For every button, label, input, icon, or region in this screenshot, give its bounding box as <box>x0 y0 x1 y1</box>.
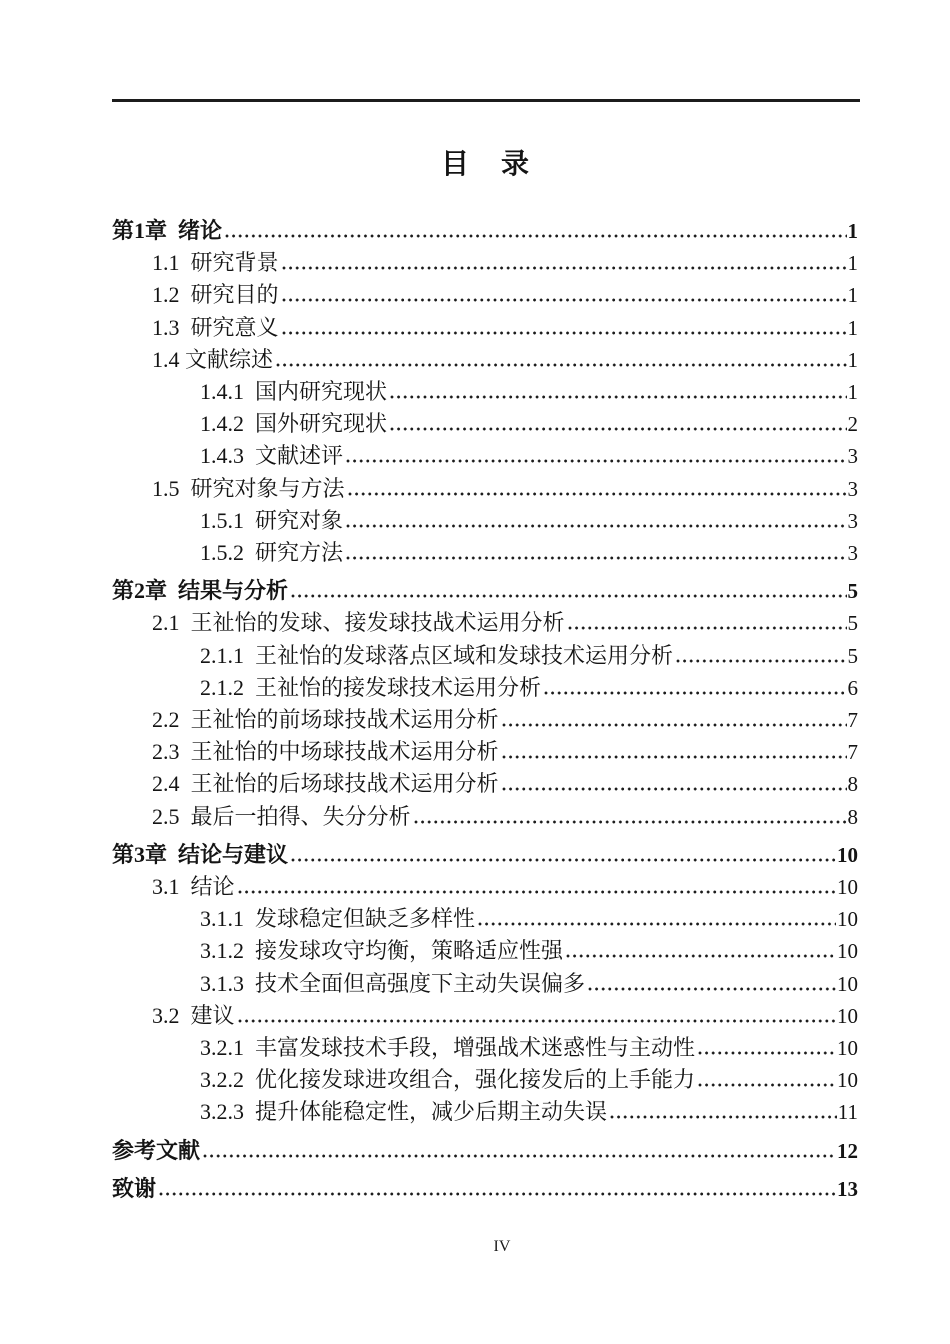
toc-entry <box>112 1096 858 1128</box>
toc-entry-label: 2.1 王祉怡的发球、接发球技战术运用分析 <box>152 610 565 636</box>
toc-entry <box>112 215 858 247</box>
toc-entry-page: 10 <box>837 907 858 932</box>
toc-leader-dots <box>282 331 847 335</box>
toc-entry-page: 2 <box>847 412 858 437</box>
toc-entry-label: 参考文献 <box>112 1137 201 1163</box>
toc-entry-label: 1.5.1 研究对象 <box>200 507 344 533</box>
toc-entry <box>112 768 858 800</box>
toc-leader-dots <box>203 1154 836 1158</box>
toc-leader-dots <box>346 459 846 463</box>
toc-entry-page: 10 <box>837 939 858 964</box>
toc-entry <box>112 1135 858 1167</box>
toc-entry-page: 10 <box>837 1068 858 1093</box>
toc-entry <box>112 473 858 505</box>
toc-entry <box>112 935 858 967</box>
toc-entry <box>112 312 858 344</box>
toc-entry <box>112 247 858 279</box>
toc-entry-page: 1 <box>847 347 858 372</box>
toc-entry-label: 1.5.2 研究方法 <box>200 540 344 566</box>
toc-leader-dots <box>390 395 846 399</box>
toc-entry-page: 7 <box>847 740 858 765</box>
toc-entry-label: 3.2.3 提升体能稳定性，减少后期主动失误 <box>200 1099 608 1125</box>
toc-leader-dots <box>502 723 847 727</box>
toc-entry <box>112 1000 858 1032</box>
toc-entry <box>112 575 858 607</box>
toc-entry-page: 7 <box>847 708 858 733</box>
toc-entry <box>112 537 858 569</box>
toc-entry-page: 10 <box>837 1003 858 1028</box>
page-title: 目 录 <box>440 149 531 180</box>
toc-entry-page: 11 <box>837 1100 858 1125</box>
toc-leader-dots <box>346 556 846 560</box>
toc-entry <box>112 279 858 311</box>
toc-entry-page: 5 <box>847 611 858 636</box>
toc-leader-dots <box>568 626 847 630</box>
toc-entry-label: 1.1 研究背景 <box>152 250 279 276</box>
toc-entry-page: 1 <box>847 219 858 243</box>
toc-entry-label: 1.3 研究意义 <box>152 314 279 340</box>
toc-leader-dots <box>291 858 836 862</box>
toc-leader-dots <box>276 363 846 367</box>
toc-entry-page: 10 <box>837 1036 858 1061</box>
toc-entry <box>112 736 858 768</box>
toc-leader-dots <box>588 987 836 991</box>
toc-leader-dots <box>566 954 836 958</box>
toc-entry-label: 2.1.2 王祉怡的接发球技术运用分析 <box>200 674 542 700</box>
toc-entry-label: 2.1.1 王祉怡的发球落点区域和发球技术运用分析 <box>200 642 674 668</box>
toc-entry <box>112 376 858 408</box>
toc-entry-page: 3 <box>847 508 858 533</box>
toc-entry-label: 3.1.2 接发球攻守均衡，策略适应性强 <box>200 938 564 964</box>
toc-entry-page: 1 <box>847 283 858 308</box>
toc-entry-label: 1.4.1 国内研究现状 <box>200 379 388 405</box>
toc-entry-label: 2.4 王祉怡的后场球技战术运用分析 <box>152 771 499 797</box>
toc-leader-dots <box>238 1019 836 1023</box>
toc-leader-dots <box>346 524 846 528</box>
toc-leader-dots <box>282 298 847 302</box>
toc-entry-page: 8 <box>847 804 858 829</box>
toc-entry-label: 3.1.3 技术全面但高强度下主动失误偏多 <box>200 970 586 996</box>
toc-entry-label: 第1章 绪论 <box>112 218 223 243</box>
toc-entry-label: 2.2 王祉怡的前场球技战术运用分析 <box>152 707 499 733</box>
toc-leader-dots <box>502 755 847 759</box>
toc-entry-label: 2.5 最后一拍得、失分分析 <box>152 803 411 829</box>
toc-leader-dots <box>225 234 846 238</box>
toc-entry <box>112 801 858 833</box>
toc-entry-page: 13 <box>837 1176 858 1201</box>
toc-entry-page: 10 <box>837 971 858 996</box>
toc-entry-label: 致谢 <box>112 1175 157 1201</box>
toc-entry <box>112 505 858 537</box>
toc-entry <box>112 871 858 903</box>
toc-entry-page: 1 <box>847 380 858 405</box>
toc-entry-label: 3.1.1 发球稳定但缺乏多样性 <box>200 906 476 932</box>
toc-entry-page: 1 <box>847 251 858 276</box>
toc-entry <box>112 672 858 704</box>
toc-entry-page: 3 <box>847 444 858 469</box>
toc-entry <box>112 1173 858 1205</box>
toc-entry <box>112 607 858 639</box>
toc-entry <box>112 1064 858 1096</box>
toc-leader-dots <box>544 691 846 695</box>
toc-leader-dots <box>291 594 846 598</box>
toc-entry-page: 5 <box>847 643 858 668</box>
toc-entry-page: 5 <box>847 579 858 604</box>
toc-leader-dots <box>282 266 847 270</box>
toc-entry-page: 10 <box>837 842 858 867</box>
toc-entry-page: 3 <box>847 541 858 566</box>
toc-leader-dots <box>610 1115 837 1119</box>
toc-leader-dots <box>390 427 846 431</box>
toc-leader-dots <box>698 1051 836 1055</box>
toc-entry-label: 1.4.2 国外研究现状 <box>200 411 388 437</box>
toc-leader-dots <box>676 659 846 663</box>
toc-entry-label: 3.2.2 优化接发球进攻组合，强化接发后的上手能力 <box>200 1067 696 1093</box>
toc-entry-label: 1.4 文献综述 <box>152 346 274 372</box>
toc-entry <box>112 440 858 472</box>
toc-leader-dots <box>159 1192 836 1196</box>
toc-entry-page: 3 <box>847 476 858 501</box>
toc-entry-page: 1 <box>847 315 858 340</box>
header-rule <box>112 99 860 102</box>
toc-entry <box>112 344 858 376</box>
toc-entry-page: 6 <box>847 675 858 700</box>
toc-entry-label: 3.2.1 丰富发球技术手段，增强战术迷惑性与主动性 <box>200 1035 696 1061</box>
toc-leader-dots <box>502 787 847 791</box>
toc-leader-dots <box>478 922 836 926</box>
toc-entry-page: 8 <box>847 772 858 797</box>
toc-entry-label: 3.2 建议 <box>152 1002 235 1028</box>
toc-list <box>112 209 858 1205</box>
toc-entry <box>112 408 858 440</box>
toc-leader-dots <box>238 890 836 894</box>
toc-entry-page: 12 <box>837 1138 858 1163</box>
toc-entry-label: 第2章 结果与分析 <box>112 578 289 604</box>
toc-entry <box>112 640 858 672</box>
toc-leader-dots <box>698 1083 836 1087</box>
toc-entry <box>112 903 858 935</box>
toc-entry <box>112 839 858 871</box>
toc-leader-dots <box>348 492 847 496</box>
toc-entry-label: 3.1 结论 <box>152 874 235 900</box>
toc-leader-dots <box>414 820 847 824</box>
toc-entry-label: 第3章 结论与建议 <box>112 841 289 867</box>
toc-entry <box>112 704 858 736</box>
toc-entry-label: 1.2 研究目的 <box>152 282 279 308</box>
toc-entry-label: 1.5 研究对象与方法 <box>152 475 345 501</box>
page-footer-number: IV <box>493 1238 511 1255</box>
toc-entry <box>112 1032 858 1064</box>
toc-entry-page: 10 <box>837 875 858 900</box>
toc-entry <box>112 968 858 1000</box>
toc-entry-label: 2.3 王祉怡的中场球技战术运用分析 <box>152 739 499 765</box>
toc-entry-label: 1.4.3 文献述评 <box>200 443 344 469</box>
